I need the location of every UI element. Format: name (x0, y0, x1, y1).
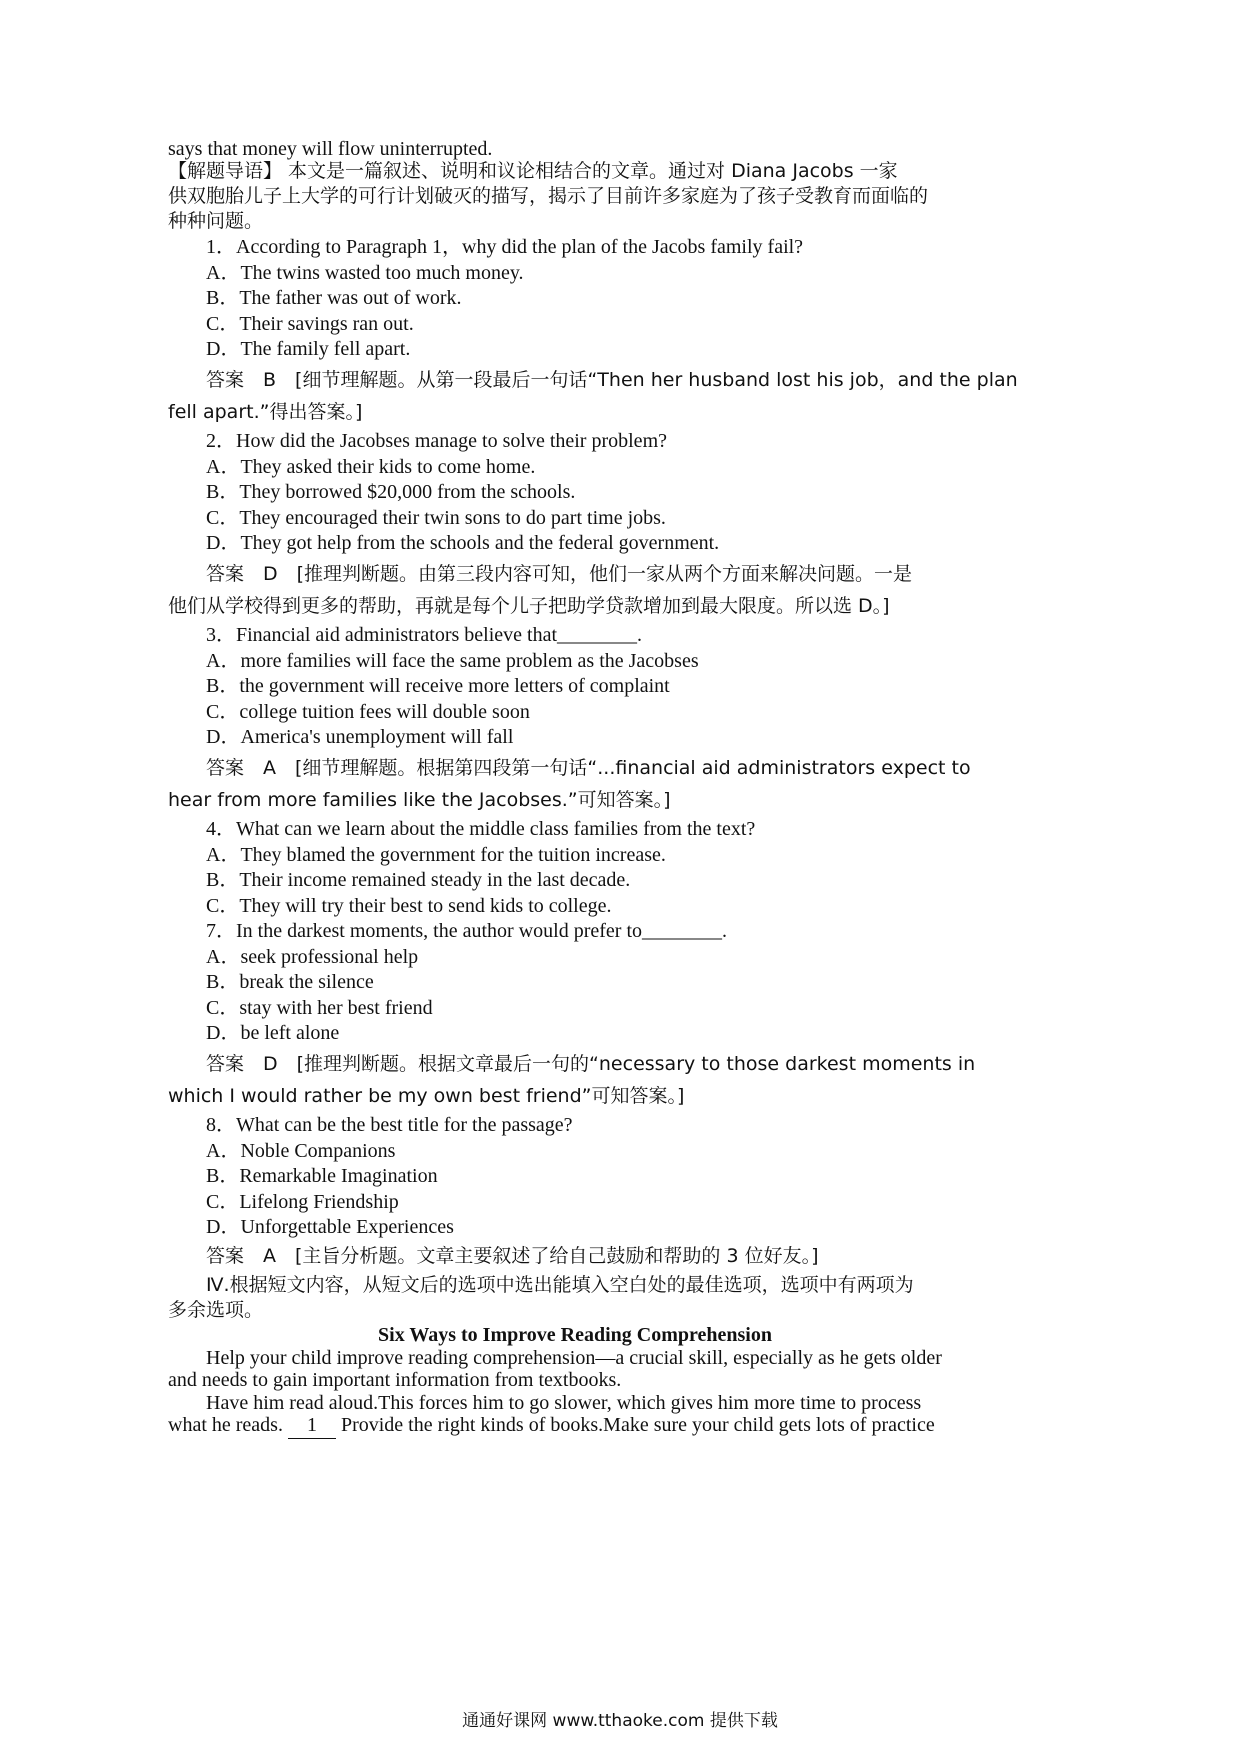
blank-1: 1 (288, 1412, 336, 1439)
answer-3: 答案 A [细节理解题。根据第四段第一句话“...financial aid administrators expect to (206, 757, 971, 779)
option-c: C．stay with her best friend (206, 997, 433, 1019)
answer-7: 答案 D [推理判断题。根据文章最后一句的“necessary to those darkest moments in (206, 1053, 976, 1075)
answer-7-cont: which I would rather be my own best friend”可知答案。] (168, 1085, 685, 1107)
option-a: A．seek professional help (206, 946, 419, 968)
text-line: 供双胞胎儿子上大学的可行计划破灭的描写，揭示了目前许多家庭为了孩子受教育而面临的 (168, 185, 929, 207)
option-d: D．The family fell apart. (206, 338, 411, 360)
text-line: says that money will flow uninterrupted. (168, 138, 493, 160)
passage-text: Help your child improve reading comprehension—a crucial skill, especially as he gets older (206, 1347, 942, 1369)
option-a: A．They blamed the government for the tuition increase. (206, 844, 666, 866)
question-7: 7．In the darkest moments, the author would prefer to________. (206, 920, 727, 942)
option-c: C．They will try their best to send kids to college. (206, 895, 612, 917)
passage-title: Six Ways to Improve Reading Comprehension (378, 1324, 772, 1346)
question-2: 2．How did the Jacobses manage to solve their problem? (206, 430, 667, 452)
question-4: 4．What can we learn about the middle class families from the text? (206, 818, 756, 840)
option-c: C．Lifelong Friendship (206, 1191, 399, 1213)
question-1: 1．According to Paragraph 1，why did the plan of the Jacobs family fail? (206, 236, 804, 258)
option-a: A．They asked their kids to come home. (206, 456, 536, 478)
passage-text: Provide the right kinds of books.Make sure your child gets lots of practice (340, 1414, 935, 1436)
passage-text: what he reads. (168, 1414, 283, 1436)
section-instruction: Ⅳ.根据短文内容，从短文后的选项中选出能填入空白处的最佳选项，选项中有两项为 (206, 1274, 914, 1296)
option-a: A．more families will face the same problem as the Jacobses (206, 650, 699, 672)
option-d: D．Unforgettable Experiences (206, 1216, 454, 1238)
answer-8: 答案 A [主旨分析题。文章主要叙述了给自己鼓励和帮助的 3 位好友。] (206, 1245, 819, 1267)
option-d: D．They got help from the schools and the federal government. (206, 532, 720, 554)
text-line: 【解题导语】 本文是一篇叙述、说明和议论相结合的文章。通过对 Diana Jacobs 一家 (168, 160, 898, 182)
option-b: B．Their income remained steady in the last decade. (206, 869, 631, 891)
text-line: 种种问题。 (168, 210, 264, 232)
option-b: B．Remarkable Imagination (206, 1165, 438, 1187)
option-c: C．Their savings ran out. (206, 313, 414, 335)
option-b: B．break the silence (206, 971, 374, 993)
footer-watermark: 通通好课网 www.tthaoke.com 提供下载 (462, 1711, 778, 1731)
option-d: D．America's unemployment will fall (206, 726, 514, 748)
option-c: C．college tuition fees will double soon (206, 701, 530, 723)
answer-1: 答案 B [细节理解题。从第一段最后一句话“Then her husband lost his job，and the plan (206, 369, 1018, 391)
question-8: 8．What can be the best title for the passage? (206, 1114, 573, 1136)
answer-2: 答案 D [推理判断题。由第三段内容可知，他们一家从两个方面来解决问题。一是 (206, 563, 913, 585)
passage-text-with-blank (168, 1412, 935, 1439)
question-3: 3．Financial aid administrators believe that________. (206, 624, 643, 646)
option-c: C．They encouraged their twin sons to do part time jobs. (206, 507, 666, 529)
option-a: A．Noble Companions (206, 1140, 396, 1162)
answer-3-cont: hear from more families like the Jacobses.”可知答案。] (168, 789, 671, 811)
option-a: A．The twins wasted too much money. (206, 262, 524, 284)
passage-text: and needs to gain important information from textbooks. (168, 1369, 622, 1391)
answer-2-cont: 他们从学校得到更多的帮助，再就是每个儿子把助学贷款增加到最大限度。所以选 D。] (168, 595, 890, 617)
answer-1-cont: fell apart.”得出答案。] (168, 401, 363, 423)
option-d: D．be left alone (206, 1022, 340, 1044)
passage-text: Have him read aloud.This forces him to go slower, which gives him more time to process (206, 1392, 922, 1414)
option-b: B．The father was out of work. (206, 287, 462, 309)
option-b: B．They borrowed $20,000 from the schools. (206, 481, 576, 503)
section-instruction-cont: 多余选项。 (168, 1299, 264, 1321)
option-b: B．the government will receive more letters of complaint (206, 675, 670, 697)
